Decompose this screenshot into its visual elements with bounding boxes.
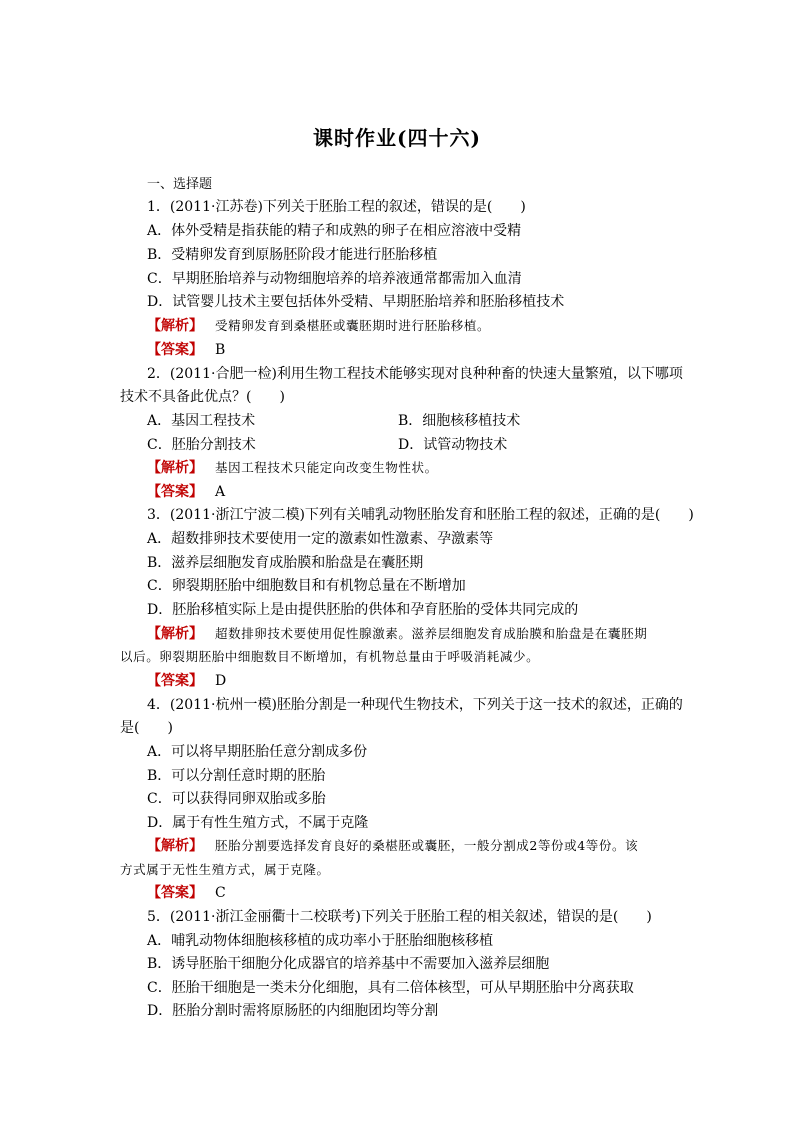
question-3-answer	[147, 671, 707, 691]
section-heading: 一、选择题	[147, 177, 213, 192]
analysis-label: 【解析】	[147, 838, 203, 854]
question-3-option-b: B．滋养层细胞发育成胎膜和胎盘是在囊胚期	[147, 555, 424, 571]
answer-label: 【答案】	[147, 342, 203, 358]
question-5-option-c: C．胚胎干细胞是一类未分化细胞，具有二倍体核型，可从早期胚胎中分离获取	[147, 980, 634, 996]
question-2-option-a: A．基因工程技术	[147, 413, 256, 429]
analysis-text: 受精卵发育到桑椹胚或囊胚期时进行胚胎移植。	[215, 318, 491, 333]
question-2-option-b: B．细胞核移植技术	[398, 413, 521, 429]
question-4-analysis-cont: 方式属于无性生殖方式，属于克隆。	[120, 862, 330, 877]
question-4-option-c: C．可以获得同卵双胎或多胎	[147, 791, 326, 807]
answer-text: B	[215, 342, 226, 358]
question-2-option-c: C．胚胎分割技术	[147, 437, 256, 453]
question-1-option-a: A．体外受精是指获能的精子和成熟的卵子在相应溶液中受精	[147, 223, 522, 239]
answer-label: 【答案】	[147, 673, 203, 689]
question-2-answer	[147, 482, 707, 502]
question-3-analysis-cont: 以后。卵裂期胚胎中细胞数目不断增加，有机物总量由于呼吸消耗减少。	[120, 649, 540, 664]
question-2-stem-cont: 技术不具备此优点？( )	[120, 389, 285, 405]
question-2-analysis	[147, 458, 707, 478]
question-5-option-b: B．诱导胚胎干细胞分化成器官的培养基中不需要加入滋养层细胞	[147, 956, 550, 972]
analysis-label: 【解析】	[147, 318, 203, 334]
analysis-text: 基因工程技术只能定向改变生物性状。	[215, 460, 438, 475]
question-4-analysis	[147, 836, 707, 856]
question-5-stem: 5．(2011·浙江金丽衢十二校联考)下列关于胚胎工程的相关叙述，错误的是( )	[147, 909, 652, 925]
question-2-stem: 2．(2011·合肥一检)利用生物工程技术能够实现对良种种畜的快速大量繁殖，以下哪项	[147, 366, 683, 382]
question-5-option-d: D．胚胎分割时需将原肠胚的内细胞团均等分割	[147, 1003, 439, 1019]
question-1-answer	[147, 340, 707, 360]
question-3-stem: 3．(2011·浙江宁波二模)下列有关哺乳动物胚胎发育和胚胎工程的叙述，正确的是( )	[147, 507, 694, 523]
question-3-option-a: A．超数排卵技术要使用一定的激素如性激素、孕激素等	[147, 531, 494, 547]
analysis-label: 【解析】	[147, 460, 203, 476]
question-1-option-c: C．早期胚胎培养与动物细胞培养的培养液通常都需加入血清	[147, 271, 522, 287]
question-2-option-d: D．试管动物技术	[398, 437, 508, 453]
question-1-stem: 1．(2011·江苏卷)下列关于胚胎工程的叙述，错误的是( )	[147, 199, 526, 215]
question-4-stem-cont: 是( )	[120, 720, 173, 736]
page-title: 课时作业(四十六)	[313, 126, 481, 150]
answer-label: 【答案】	[147, 885, 203, 901]
question-4-option-d: D．属于有性生殖方式，不属于克隆	[147, 815, 369, 831]
question-1-option-b: B．受精卵发育到原肠胚阶段才能进行胚胎移植	[147, 247, 438, 263]
question-4-option-a: A．可以将早期胚胎任意分割成多份	[147, 744, 368, 760]
analysis-text: 胚胎分割要选择发育良好的桑椹胚或囊胚，一般分割成2等份或4等份。该	[215, 838, 639, 853]
question-1-option-d: D．试管婴儿技术主要包括体外受精、早期胚胎培养和胚胎移植技术	[147, 294, 565, 310]
answer-text: C	[215, 885, 226, 901]
question-3-option-d: D．胚胎移植实际上是由提供胚胎的供体和孕育胚胎的受体共同完成的	[147, 602, 579, 618]
answer-label: 【答案】	[147, 484, 203, 500]
question-4-stem: 4．(2011·杭州一模)胚胎分割是一种现代生物技术，下列关于这一技术的叙述，正确的	[147, 697, 683, 713]
question-5-option-a: A．哺乳动物体细胞核移植的成功率小于胚胎细胞核移植	[147, 933, 494, 949]
question-4-answer	[147, 883, 707, 903]
question-1-analysis	[147, 316, 707, 336]
analysis-label: 【解析】	[147, 626, 203, 642]
answer-text: A	[215, 484, 226, 500]
question-3-analysis	[147, 624, 707, 644]
question-4-option-b: B．可以分割任意时期的胚胎	[147, 768, 326, 784]
question-3-option-c: C．卵裂期胚胎中细胞数目和有机物总量在不断增加	[147, 578, 466, 594]
answer-text: D	[215, 673, 227, 689]
analysis-text: 超数排卵技术要使用促性腺激素。滋养层细胞发育成胎膜和胎盘是在囊胚期	[215, 626, 648, 641]
